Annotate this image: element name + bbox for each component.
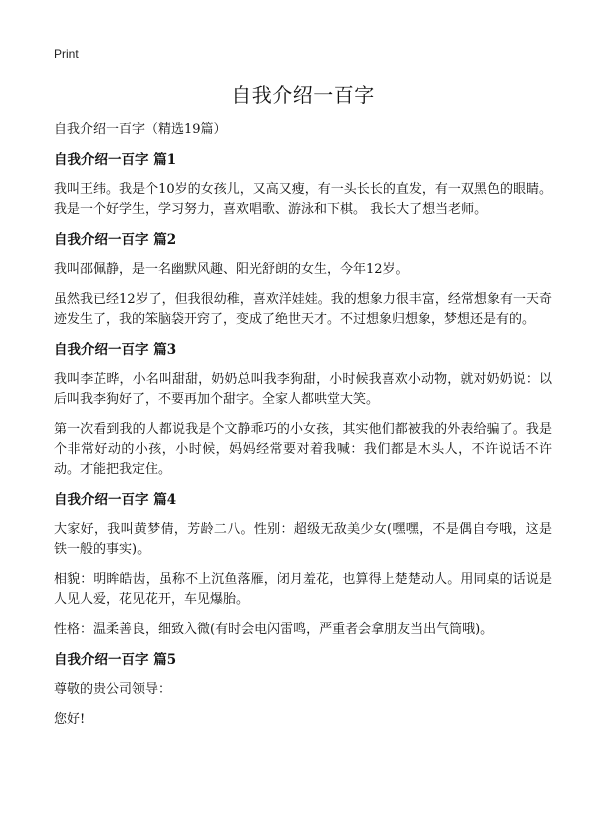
section-5 — [54, 650, 552, 730]
paragraph: 我叫李芷晔，小名叫甜甜，奶奶总叫我李狗甜，小时候我喜欢小动物，就对奶奶说：以后叫我李狗好了，不要再加个甜字。全家人都哄堂大笑。 — [54, 372, 552, 407]
section-heading: 自我介绍一百字 篇2 — [54, 232, 177, 248]
paragraph: 相貌：明眸皓齿，虽称不上沉鱼落雁，闭月羞花，也算得上楚楚动人。用同桌的话说是人见人爱，花见花开，车见爆胎。 — [54, 572, 552, 607]
section-heading: 自我介绍一百字 篇3 — [54, 342, 177, 358]
paragraph: 第一次看到我的人都说我是个文静乖巧的小女孩，其实他们都被我的外表给骗了。我是个非常好动的小孩，小时候，妈妈经常要对着我喊：我们都是木头人，不许说话不许动。才能把我定住。 — [54, 422, 552, 477]
paragraph: 虽然我已经12岁了，但我很幼稚，喜欢洋娃娃。我的想象力很丰富，经常想象有一天奇迹发生了，我的笨脑袋开窍了，变成了绝世天才。不过想象归想象，梦想还是有的。 — [54, 292, 552, 327]
document-title: 自我介绍一百字 — [231, 83, 375, 107]
section-heading: 自我介绍一百字 篇1 — [54, 152, 177, 168]
section-2 — [54, 230, 552, 330]
paragraph: 您好! — [54, 712, 86, 727]
section-1 — [54, 150, 552, 220]
print-link[interactable]: Print — [54, 47, 79, 61]
paragraph: 我叫邵佩静，是一名幽默风趣、阳光舒朗的女生，今年12岁。 — [54, 262, 409, 277]
section-4 — [54, 490, 552, 640]
paragraph: 性格：温柔善良，细致入微(有时会电闪雷鸣，严重者会拿朋友当出气筒哦)。 — [54, 622, 494, 637]
document-subtitle: 自我介绍一百字（精选19篇） — [54, 122, 227, 137]
paragraph: 尊敬的贵公司领导： — [54, 682, 172, 697]
section-heading: 自我介绍一百字 篇4 — [54, 492, 177, 508]
section-heading: 自我介绍一百字 篇5 — [54, 652, 177, 668]
paragraph: 大家好，我叫黄梦倩，芳龄二八。性别：超级无敌美少女(嘿嘿，不是偶自夸哦，这是铁一般的事实)。 — [54, 522, 552, 557]
section-3 — [54, 340, 552, 480]
paragraph: 我叫王纬。我是个10岁的女孩儿，又高又瘦，有一头长长的直发，有一双黑色的眼睛。我是一个好学生，学习努力，喜欢唱歌、游泳和下棋。 我长大了想当老师。 — [54, 182, 552, 217]
